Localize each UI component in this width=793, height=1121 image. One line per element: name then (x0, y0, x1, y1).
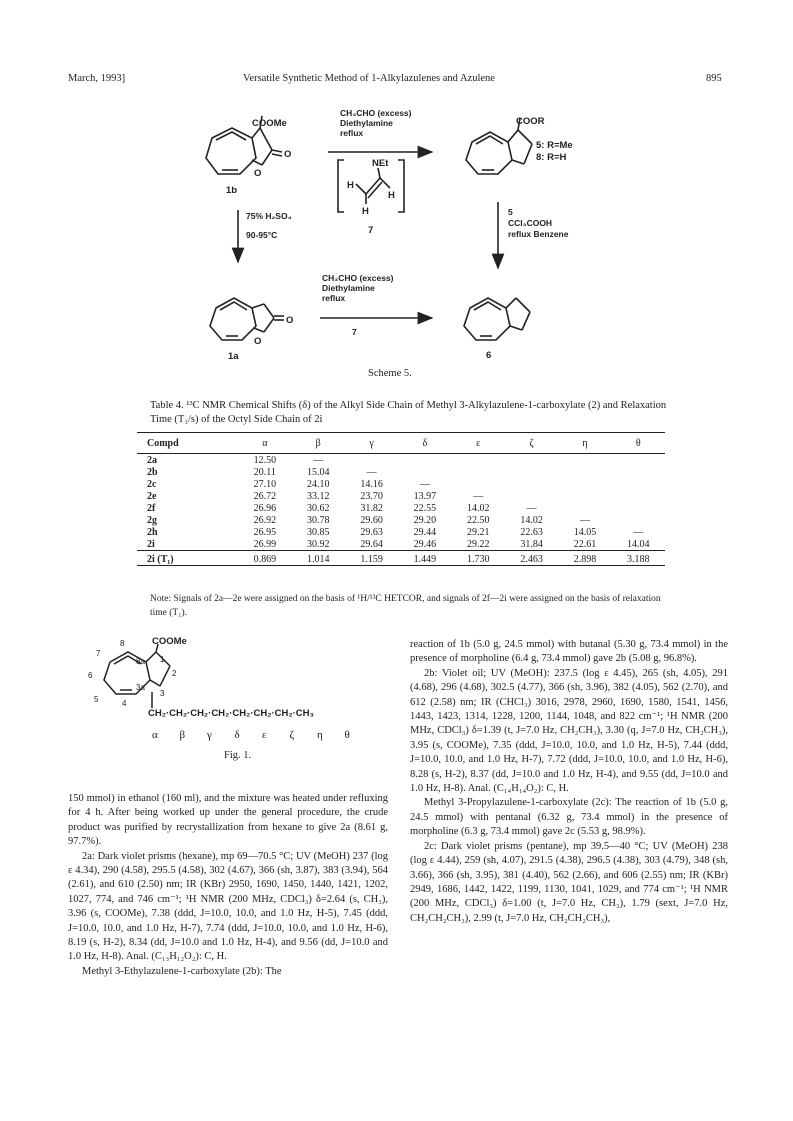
col-header: Compd (137, 433, 238, 454)
label-compound-1b: 1b (226, 185, 238, 196)
table-4 (137, 432, 665, 566)
table-cell: 30.92 (306, 538, 330, 550)
paragraph: reaction of 1b (5.0 g, 24.5 mmol) with butanal (5.30 g, 73.4 mmol) in the presence of morpholine (6.4 g, 73.4 mmol) gave 2b (5.08 g, 96.8%). (410, 639, 728, 665)
table-cell: 2e (147, 490, 157, 502)
cond-bottom-4: 7 (352, 327, 357, 337)
col-header: ζ (505, 433, 558, 454)
table-cell: 26.99 (253, 538, 277, 550)
table-cell: 2c (147, 478, 157, 490)
table-row (137, 478, 665, 490)
table-cell: 23.70 (360, 490, 383, 502)
label-5-substituent: COOR (516, 116, 545, 127)
paragraph: 2a: Dark violet prisms (hexane), mp 69—70.5 °C; UV (MeOH) 237 (log ε 4.34), 290 (4.58), 295.5 (4.58), 302 (4.67), 366 (sh, 3.87), 383 (3.94), 564 (2.61), and 610 (2.50) nm; IR (KBr) 2950, 1690, 1450, 1440, 1421, 1202, 1027, 774, and 746 cm⁻¹; ¹H NMR (200 MHz, CDCl₃) δ=2.64 (s, CH₃), 3.96 (s, COOMe), 7.38 (ddd, J=10.0, 10.0, and 1.0 Hz, H-5), 7.45 (ddd, J=10.0, 10.0, and 1.0 Hz, H-7), 7.74 (ddd, J=10.0, 10.0, and 1.0 Hz, H-6), 8.19 (s, H-2), 8.34 (dd, J=10.0 and 1.0 Hz, H-4), and 9.56 (dd, J=10.0 and 1.0 Hz, H-8). Anal. (C₁₃H₁₂O₂): C, H. (68, 850, 388, 963)
cond-left-1: 75% H₂SO₄ (246, 211, 292, 221)
col-header: θ (612, 433, 665, 454)
cond-top-3: reflux (340, 128, 364, 138)
table-cell: 30.78 (306, 514, 330, 526)
fig1-pos-7: 7 (96, 649, 101, 658)
table-cell: 1.159 (345, 551, 398, 566)
table-cell: 15.04 (306, 466, 330, 478)
table-cell: — (633, 526, 644, 538)
cond-bottom-1: CH₃CHO (excess) (322, 273, 394, 283)
fig1-greek-label: α (152, 729, 158, 741)
label-1a-carbonyl-o: O (286, 315, 294, 326)
fig1-pos-2: 2 (172, 669, 177, 678)
table-cell: 2g (147, 514, 157, 526)
table-cell: 2h (147, 526, 158, 538)
col-header: β (292, 433, 345, 454)
fig1-pos-3a: 3a (136, 683, 145, 692)
table-cell: 1.449 (398, 551, 451, 566)
table-cell (398, 454, 451, 467)
table-cell: — (579, 514, 590, 526)
table-cell: 29.44 (413, 526, 437, 538)
label-compound-6: 6 (486, 350, 492, 361)
table-cell: 29.46 (413, 538, 437, 550)
label-1a-ring-o: O (254, 336, 262, 347)
table-cell (398, 466, 451, 478)
table-cell (612, 478, 665, 490)
label-8-definition: 8: R=H (536, 152, 567, 163)
col-header: δ (398, 433, 451, 454)
cond-bottom-2: Diethylamine (322, 283, 375, 293)
col-header: α (238, 433, 291, 454)
table-cell: 2b (147, 466, 158, 478)
table-cell: 24.10 (306, 478, 330, 490)
table-cell: 29.20 (413, 514, 437, 526)
table-cell (558, 502, 611, 514)
table-cell: 26.72 (253, 490, 277, 502)
table-cell: 20.11 (253, 466, 276, 478)
table-cell: 13.97 (413, 490, 437, 502)
table-cell: — (366, 466, 377, 478)
table-row (137, 466, 665, 478)
scheme-caption: Scheme 5. (368, 368, 412, 379)
table-cell: 31.84 (520, 538, 543, 550)
scheme-5 (0, 0, 793, 400)
table-row (137, 490, 665, 502)
table-cell (612, 490, 665, 502)
table-cell: 22.63 (520, 526, 543, 538)
label-1b-carbonyl-o: O (284, 149, 292, 160)
table-cell: 14.02 (520, 514, 543, 526)
cond-top-1: CH₃CHO (excess) (340, 108, 412, 118)
fig1-pos-5: 5 (94, 695, 99, 704)
paragraph: 2c: Dark violet prisms (pentane), mp 39.5—40 °C; UV (MeOH) 238 (log ε 4.44), 259 (sh, 4.07), 291.5 (4.38), 296.5 (4.38), 303 (4.79), 348 (sh, 3.66), 366 (sh, 3.95), 381 (4.40), 562 (2.66), and 606 (2.55) nm; IR (KBr) 2949, 1686, 1442, 1422, 1199, 1130, 1041, 1029, and 774 cm⁻¹; ¹H NMR (200 MHz, CDCl₃) δ=1.00 (t, J=7.0 Hz, CH₃), 1.79 (sext, J=7.0 Hz, CH₂CH₂CH₃), 2.99 (t, J=7.0 Hz, CH₂CH₂CH₃), (410, 840, 728, 924)
figure-caption: Fig. 1. (224, 750, 252, 761)
table-cell: 30.62 (306, 502, 330, 514)
label-1b-substituent: COOMe (252, 118, 287, 129)
cond-right-1: 5 (508, 207, 513, 217)
label-compound-1a: 1a (228, 351, 239, 362)
table-cell: 29.60 (360, 514, 383, 526)
paragraph: 2b: Violet oil; UV (MeOH): 237.5 (log ε 4.45), 265 (sh, 4.05), 291 (4.68), 296 (4.68), 302.5 (4.77), 366 (sh, 3.96), 382 (4.05), 562 (2.70), and 612 (2.58) nm; IR (CHCl₃) 3016, 2978, 2960, 1690, 1580, 1541, 1456, 1443, 1423, 1314, 1228, 1200, 1144, 1048, and 822 cm⁻¹; ¹H NMR (200 MHz, CDCl₃) δ=1.39 (t, J=7.0 Hz, CH₂CH₃), 3.30 (q, J=7.0 Hz, CH₂CH₃), 3.95 (s, COOMe), 7.35 (ddd, J=10.0, 10.0, and 1.0 Hz, H-5), 7.44 (ddd, J=10.0, 10.0, and 1.0 Hz, H-7), 7.72 (ddd, J=10.0, 10.0, and 1.0 Hz, H-6), 8.28 (s, H-2), 8.37 (dd, J=10.0 and 1.0 Hz, H-4), and 9.55 (dd, J=10.0 and 1.0 Hz, H-8). Anal. (C₁₄H₁₄O₂): C, H. (410, 667, 728, 795)
table-cell: 1.730 (452, 551, 505, 566)
table-cell: 29.21 (467, 526, 490, 538)
fig1-pos-8: 8 (120, 639, 125, 648)
label-7-net: NEt (372, 158, 389, 169)
paragraph: Methyl 3-Propylazulene-1-carboxylate (2c): The reaction of 1b (5.0 g, 24.5 mmol) with pentanal (6.32 g, 73.4 mmol) in the presence of morpholine (6.3 g, 73.4 mmol) gave 2c (5.53 g, 98.9%). (410, 797, 728, 838)
table-cell (612, 514, 665, 526)
table-cell (452, 454, 505, 467)
table-cell (505, 454, 558, 467)
table-cell: 2i (T₁) (137, 551, 238, 566)
cond-left-2: 90-95°C (246, 230, 278, 240)
paragraph: Methyl 3-Ethylazulene-1-carboxylate (2b): The (82, 965, 282, 977)
fig1-pos-3: 3 (160, 689, 165, 698)
fig1-greek-label: ζ (289, 729, 295, 741)
table-cell: — (313, 454, 324, 466)
table-cell: 3.188 (612, 551, 665, 566)
table-header-row (137, 433, 665, 454)
fig1-pos-6: 6 (88, 671, 93, 680)
col-header: ε (452, 433, 505, 454)
fig1-greek-label: γ (207, 729, 212, 741)
table-cell: 1.014 (292, 551, 345, 566)
table-cell (452, 478, 505, 490)
table-cell: 22.50 (467, 514, 490, 526)
table-cell (612, 502, 665, 514)
figure-1 (80, 634, 380, 744)
table-cell: 2.898 (558, 551, 611, 566)
fig1-pos-8a: 8a (136, 657, 145, 666)
table-cell: 29.63 (360, 526, 383, 538)
label-5-definition: 5: R=Me (536, 140, 573, 151)
cond-bottom-3: reflux (322, 293, 346, 303)
compound-6-structure (464, 298, 530, 340)
table-body (137, 454, 665, 566)
label-7-h1: H (347, 180, 354, 191)
fig1-pos-4: 4 (122, 699, 127, 708)
table-cell: 29.64 (360, 538, 383, 550)
table-cell (345, 454, 398, 467)
cond-top-2: Diethylamine (340, 118, 393, 128)
label-compound-7: 7 (368, 225, 374, 236)
table-title: Table 4. ¹³C NMR Chemical Shifts (δ) of the Alkyl Side Chain of Methyl 3-Alkylazulene-1-carboxylate (2) and Relaxation Time (T₁/s) of the Octyl Side Chain of 2i (150, 400, 667, 425)
left-column (68, 792, 388, 979)
right-column (410, 638, 728, 926)
table-cell (558, 478, 611, 490)
table-cell: 2a (147, 454, 157, 466)
table-row (137, 526, 665, 538)
fig1-pos-1: 1 (160, 655, 165, 664)
col-header: η (558, 433, 611, 454)
table-cell (612, 454, 665, 467)
paragraph: 150 mmol) in ethanol (160 ml), and the mixture was heated under refluxing for 4 h. After being worked up under the general procedure, the crude product was purified by recrystallization from hexane to give 2a (8.61 g, 97.7%). (68, 793, 388, 848)
table-cell: 2.463 (505, 551, 558, 566)
fig1-greek-label: ε (262, 729, 267, 741)
table-cell (505, 478, 558, 490)
table-cell: 27.10 (253, 478, 277, 490)
table-cell (558, 454, 611, 467)
table-row (137, 502, 665, 514)
table-cell: 14.02 (467, 502, 490, 514)
table-cell: 30.85 (306, 526, 330, 538)
table-cell: 22.61 (573, 538, 597, 550)
cond-right-3: reflux Benzene (508, 229, 569, 239)
table-cell: 33.12 (306, 490, 330, 502)
table-row (137, 551, 665, 566)
table-cell: 12.50 (253, 454, 277, 466)
fig1-side-chain: CH₂·CH₂·CH₂·CH₂·CH₂·CH₂·CH₂·CH₃ (148, 708, 314, 719)
table-note: Note: Signals of 2a—2e were assigned on the basis of ¹H/¹³C HETCOR, and signals of 2f—2i were assigned on the basis of relaxation time (T₁). (150, 594, 661, 618)
header-date: March, 1993] (68, 73, 126, 84)
table-cell: 26.96 (253, 502, 277, 514)
fig1-greek-label: η (317, 729, 323, 741)
label-1b-ring-o: O (254, 168, 262, 179)
table-cell: 14.05 (573, 526, 597, 538)
table-cell: 26.95 (253, 526, 277, 538)
table-cell (505, 466, 558, 478)
table-cell: 14.04 (627, 538, 650, 550)
header-page-number: 895 (706, 73, 722, 84)
table-cell (612, 466, 665, 478)
header-title: Versatile Synthetic Method of 1-Alkylazulenes and Azulene (243, 73, 495, 84)
table-cell: 22.55 (413, 502, 437, 514)
label-7-h2: H (388, 190, 395, 201)
compound-1a-structure (210, 298, 284, 340)
table-cell: 2i (147, 538, 155, 550)
fig1-greek-label: θ (344, 729, 350, 741)
table-row (137, 454, 665, 467)
table-cell (505, 490, 558, 502)
table-cell (558, 466, 611, 478)
table-cell (558, 490, 611, 502)
fig1-greek-label: β (179, 729, 186, 741)
table-cell: 0.869 (238, 551, 291, 566)
table-cell: — (526, 502, 537, 514)
table-row (137, 538, 665, 551)
table-cell: — (473, 490, 484, 502)
fig1-greek-label: δ (234, 729, 240, 741)
table-cell: 2f (147, 502, 156, 514)
table-row (137, 514, 665, 526)
fig1-greek-labels (152, 729, 350, 741)
cond-right-2: CCl₃COOH (508, 218, 553, 228)
table-cell: — (419, 478, 430, 490)
label-7-h3: H (362, 206, 369, 217)
table-cell: 31.82 (360, 502, 383, 514)
table-cell: 14.16 (360, 478, 383, 490)
table-cell: 26.92 (253, 514, 277, 526)
table-cell (452, 466, 505, 478)
table-cell: 29.22 (467, 538, 490, 550)
col-header: γ (345, 433, 398, 454)
fig1-substituent: COOMe (152, 636, 187, 647)
